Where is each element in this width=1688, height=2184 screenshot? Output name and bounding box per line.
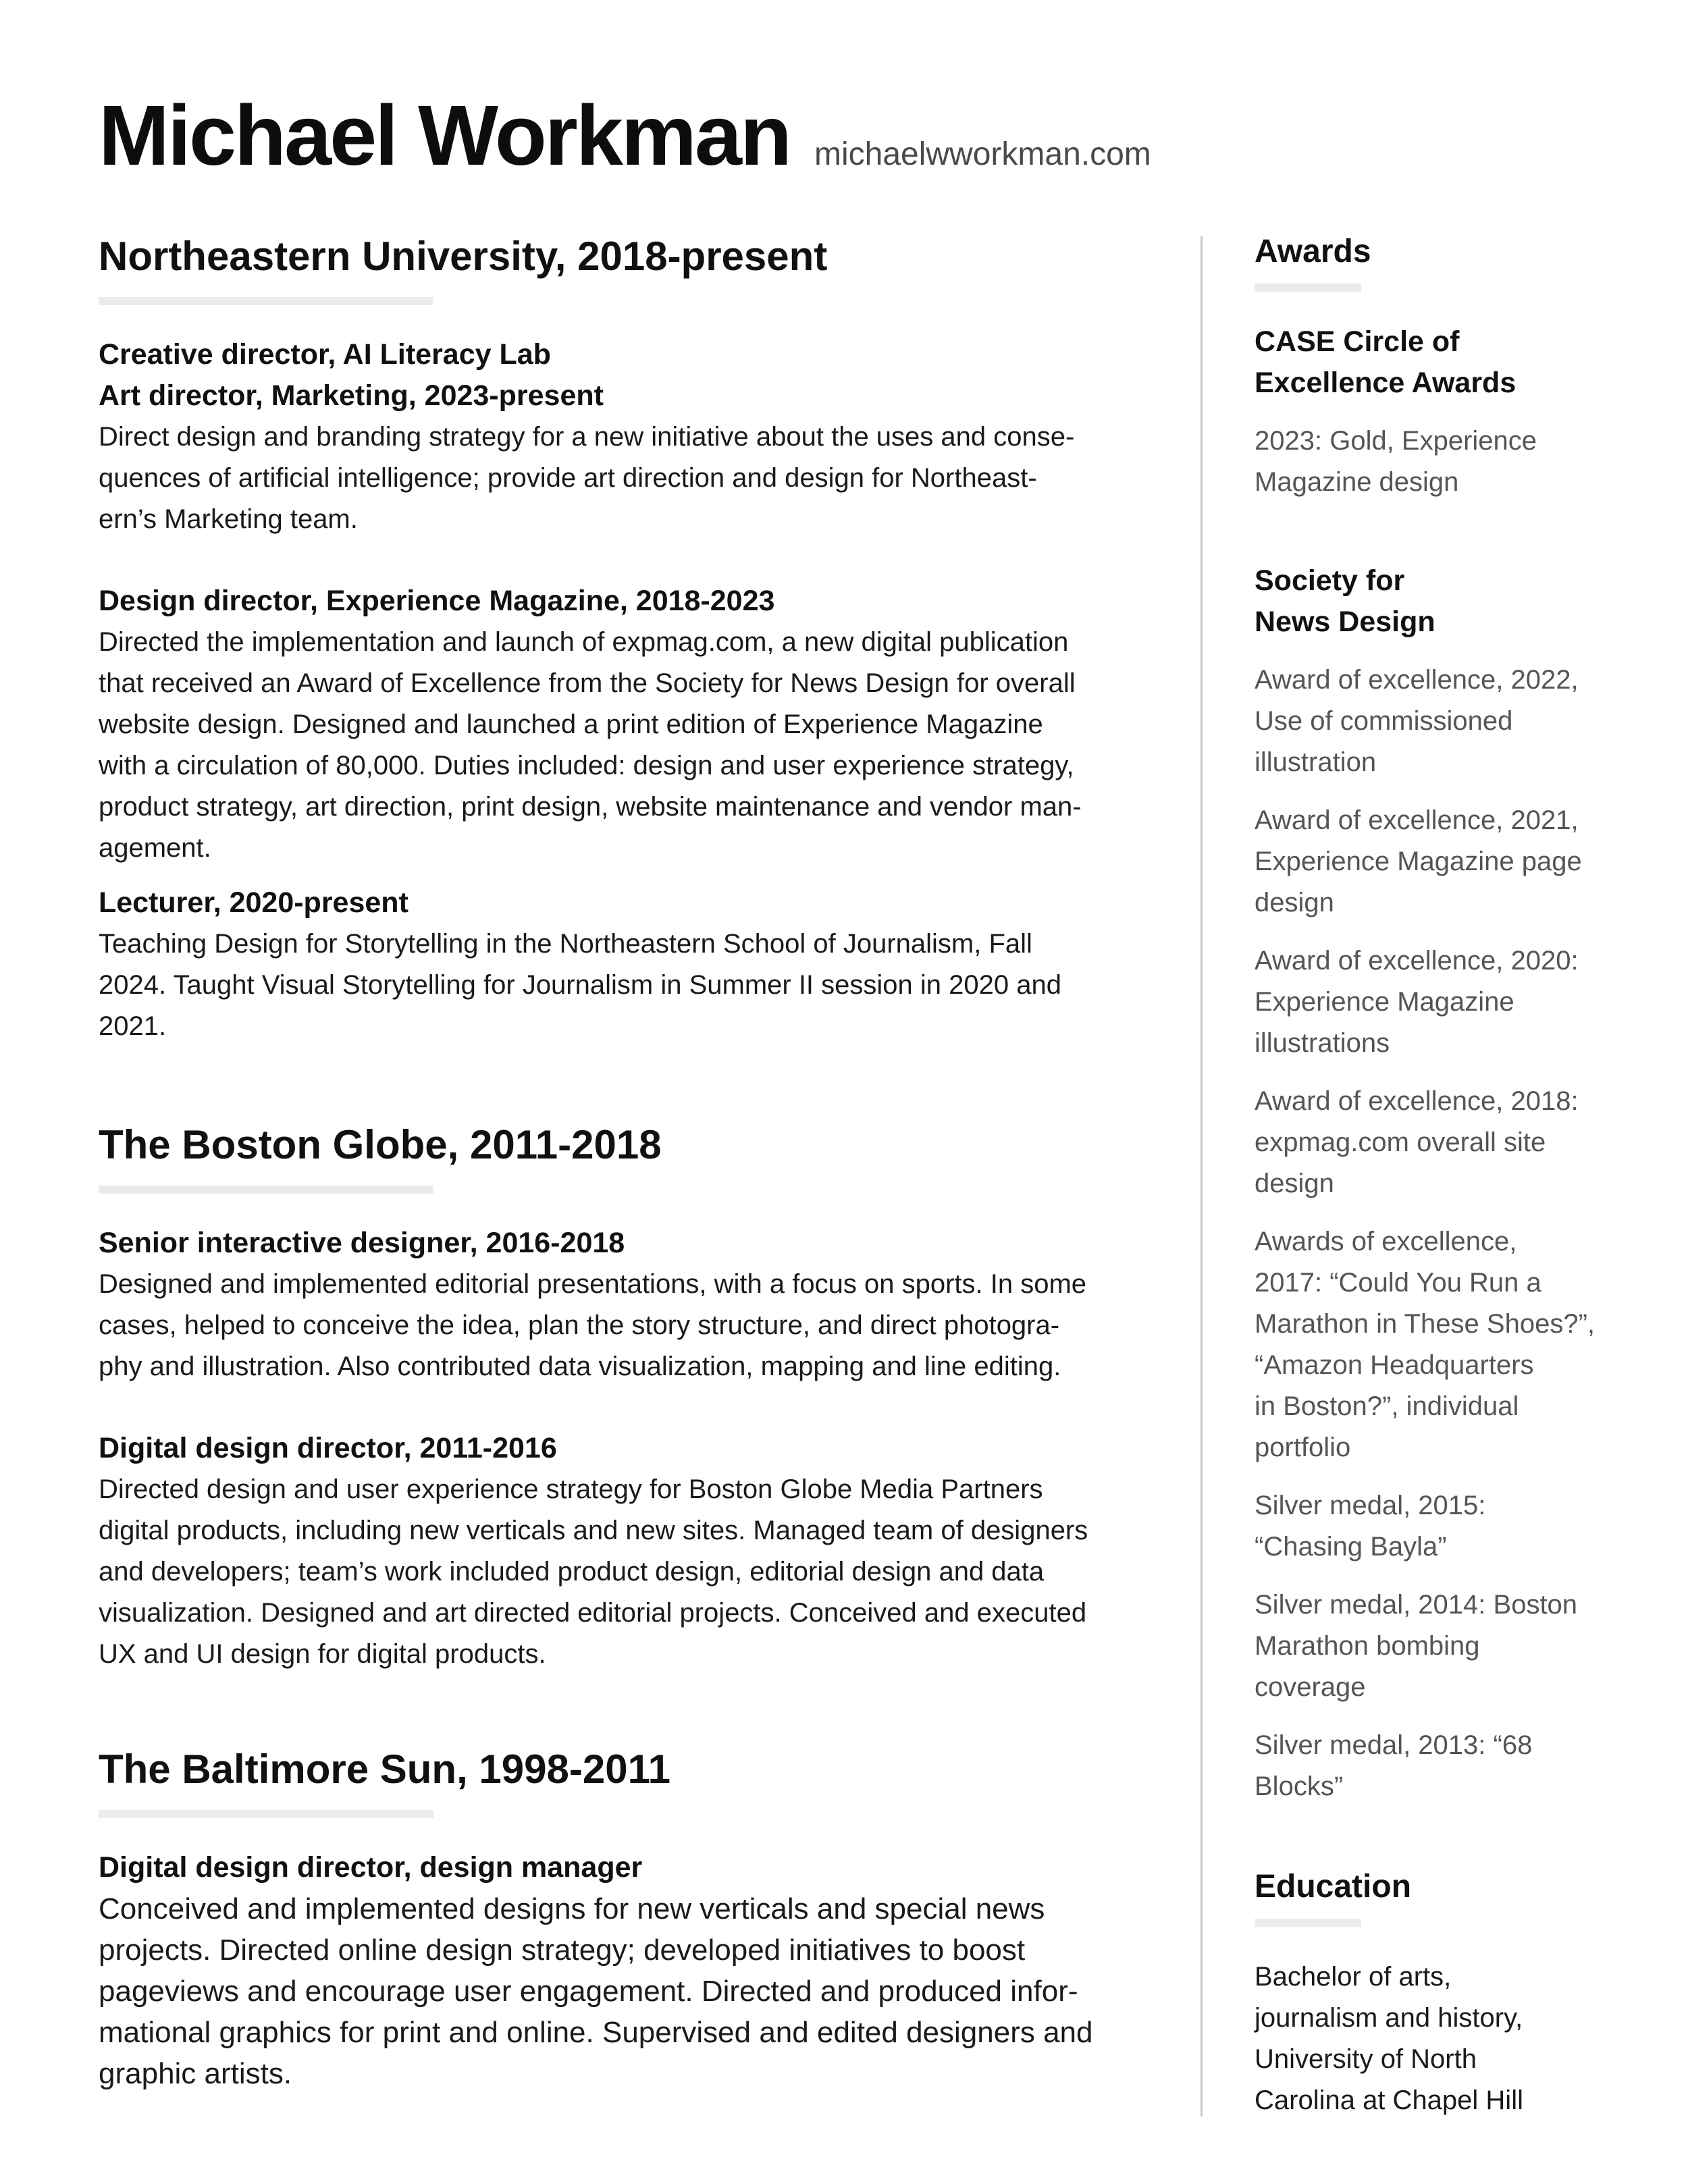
role-entry	[99, 1428, 1138, 1675]
award-line: “Chasing Bayla”	[1255, 1532, 1447, 1562]
award-line: illustrations	[1255, 1028, 1390, 1058]
role-description-line: pageviews and encourage user engagement. Directed and produced infor-	[99, 1975, 1078, 2008]
award-item	[1255, 940, 1673, 1064]
role-entry	[99, 1847, 1138, 2094]
role-description-line: quences of artificial intelligence; provide art direction and design for Northeast-	[99, 463, 1037, 493]
education-section	[1255, 1865, 1673, 2121]
award-line: Blocks”	[1255, 1772, 1344, 1801]
role-entry	[99, 334, 1138, 540]
role-entry	[99, 882, 1138, 1047]
award-line: 2017: “Could You Run a	[1255, 1268, 1541, 1298]
section-underline	[99, 297, 433, 305]
role-description-line: digital products, including new verticals and new sites. Managed team of designers	[99, 1516, 1088, 1545]
award-line: Magazine design	[1255, 467, 1459, 497]
award-line: expmag.com overall site	[1255, 1127, 1546, 1157]
role-description-line: product strategy, art direction, print design, website maintenance and vendor man-	[99, 792, 1082, 822]
employer-section	[99, 230, 1138, 1047]
award-line: illustration	[1255, 747, 1377, 777]
employer-heading: Northeastern University, 2018-present	[99, 234, 828, 279]
education-line: University of North	[1255, 2044, 1477, 2074]
award-item	[1255, 800, 1673, 924]
award-line: Award of excellence, 2020:	[1255, 946, 1579, 976]
award-line: Award of excellence, 2022,	[1255, 665, 1579, 695]
awards-heading: Awards	[1255, 234, 1371, 269]
role-description-line: agement.	[99, 833, 211, 863]
role-description-line: 2024. Taught Visual Storytelling for Journalism in Summer II session in 2020 and	[99, 970, 1061, 1000]
award-item	[1255, 1584, 1673, 1708]
role-title: Art director, Marketing, 2023-present	[99, 379, 604, 412]
role-title: Creative director, AI Literacy Lab	[99, 338, 551, 371]
role-description-line: Directed design and user experience strategy for Boston Globe Media Partners	[99, 1474, 1043, 1504]
award-line: coverage	[1255, 1672, 1366, 1702]
organization-name: News Design	[1255, 606, 1435, 638]
section-underline	[99, 1186, 433, 1194]
education-line: Bachelor of arts,	[1255, 1962, 1452, 1992]
role-description-line: phy and illustration. Also contributed data visualization, mapping and line editing.	[99, 1352, 1061, 1381]
role-title: Digital design director, 2011-2016	[99, 1432, 557, 1464]
award-line: Marathon bombing	[1255, 1631, 1480, 1661]
role-description-line: Direct design and branding strategy for a new initiative about the uses and conse-	[99, 422, 1075, 452]
heading-underline	[1255, 1919, 1361, 1927]
award-item	[1255, 1221, 1673, 1468]
award-line: Award of excellence, 2021,	[1255, 805, 1579, 835]
role-title: Digital design director, design manager	[99, 1851, 643, 1884]
award-line: design	[1255, 1169, 1334, 1198]
award-organization	[1255, 321, 1673, 503]
role-description-line: that received an Award of Excellence from the Society for News Design for overall	[99, 668, 1076, 698]
role-description-line: UX and UI design for digital products.	[99, 1639, 546, 1669]
person-name: Michael Workman	[99, 88, 790, 183]
award-line: Use of commissioned	[1255, 706, 1513, 736]
resume-header	[99, 86, 1151, 184]
experience-column	[99, 230, 1138, 2094]
role-description-line: graphic artists.	[99, 2057, 292, 2090]
education-line: Carolina at Chapel Hill	[1255, 2085, 1523, 2115]
role-description-line: Directed the implementation and launch of expmag.com, a new digital publication	[99, 627, 1069, 657]
award-item	[1255, 1485, 1673, 1568]
award-line: 2023: Gold, Experience	[1255, 426, 1537, 456]
award-line: Marathon in These Shoes?”,	[1255, 1309, 1595, 1339]
organization-name: CASE Circle of	[1255, 325, 1460, 358]
employer-section	[99, 1118, 1138, 1675]
award-line: portfolio	[1255, 1433, 1351, 1462]
award-line: Silver medal, 2013: “68	[1255, 1730, 1533, 1760]
award-line: Award of excellence, 2018:	[1255, 1086, 1579, 1116]
award-line: Silver medal, 2014: Boston	[1255, 1590, 1578, 1620]
role-title: Design director, Experience Magazine, 2018-2023	[99, 585, 775, 617]
role-description-line: 2021.	[99, 1011, 167, 1041]
role-entry	[99, 1223, 1138, 1387]
education-heading: Education	[1255, 1869, 1412, 1905]
award-line: Silver medal, 2015:	[1255, 1491, 1486, 1520]
role-description-line: ern’s Marketing team.	[99, 504, 358, 534]
award-line: Awards of excellence,	[1255, 1227, 1517, 1256]
role-entry	[99, 581, 1138, 869]
role-description-line: cases, helped to conceive the idea, plan the story structure, and direct photogra-	[99, 1310, 1060, 1340]
role-description-line: with a circulation of 80,000. Duties included: design and user experience strategy,	[99, 751, 1074, 780]
award-item	[1255, 1081, 1673, 1204]
section-underline	[99, 1810, 433, 1818]
award-organization	[1255, 560, 1673, 1807]
education-line: journalism and history,	[1255, 2003, 1523, 2033]
role-description-line: Conceived and implemented designs for new verticals and special news	[99, 1892, 1045, 1925]
website-link[interactable]: michaelwworkman.com	[814, 136, 1151, 172]
awards-sidebar	[1255, 230, 1673, 2121]
award-line: design	[1255, 888, 1334, 917]
role-description-line: mational graphics for print and online. Supervised and edited designers and	[99, 2016, 1093, 2049]
award-line: Experience Magazine	[1255, 987, 1514, 1017]
award-item	[1255, 660, 1673, 783]
organization-name: Society for	[1255, 564, 1405, 597]
role-description-line: website design. Designed and launched a print edition of Experience Magazine	[99, 710, 1043, 739]
role-title: Lecturer, 2020-present	[99, 886, 408, 919]
employer-heading: The Boston Globe, 2011-2018	[99, 1122, 662, 1167]
award-line: in Boston?”, individual	[1255, 1391, 1519, 1421]
column-divider	[1201, 236, 1203, 2116]
award-line: Experience Magazine page	[1255, 847, 1582, 876]
role-description-line: projects. Directed online design strategy; developed initiatives to boost	[99, 1934, 1026, 1967]
heading-underline	[1255, 284, 1361, 292]
role-description-line: visualization. Designed and art directed editorial projects. Conceived and executed	[99, 1598, 1087, 1628]
award-line: “Amazon Headquarters	[1255, 1350, 1534, 1380]
role-description-line: and developers; team’s work included product design, editorial design and data	[99, 1557, 1045, 1587]
organization-name: Excellence Awards	[1255, 367, 1516, 399]
employer-heading: The Baltimore Sun, 1998-2011	[99, 1747, 671, 1792]
award-item	[1255, 1725, 1673, 1807]
employer-section	[99, 1742, 1138, 2094]
award-item	[1255, 421, 1673, 503]
role-description-line: Designed and implemented editorial presentations, with a focus on sports. In some	[99, 1269, 1087, 1299]
role-description-line: Teaching Design for Storytelling in the Northeastern School of Journalism, Fall	[99, 929, 1032, 959]
role-title: Senior interactive designer, 2016-2018	[99, 1227, 625, 1259]
